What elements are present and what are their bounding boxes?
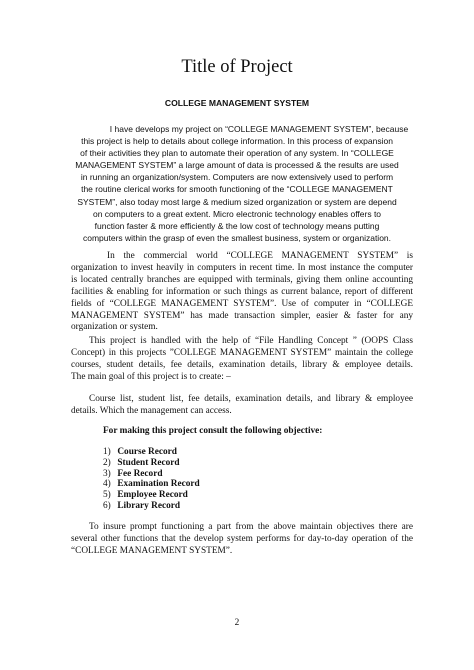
paragraph-line: The main goal of this project is to create: – [71, 371, 231, 382]
paragraph-line: In the commercial world “COLLEGE MANAGEMENT SYSTEM” is [107, 251, 413, 261]
page-title: Title of Project [181, 57, 293, 77]
paragraph-line: several other functions that the develop system performs for day-to-day operation of the [71, 533, 413, 544]
paragraph-line: fields of “COLLEGE MANAGEMENT SYSTEM”. Use of computer in “COLLEGE [71, 298, 413, 309]
paragraph-line: details. Which the management can access. [71, 405, 232, 416]
paragraph-line: “COLLEGE MANAGEMENT SYSTEM”. [71, 545, 233, 556]
paragraph-line: MANAGEMENT SYSTEM” a large amount of data is processed & the results are used [75, 160, 399, 171]
list-item: 4) Examination Record [103, 479, 200, 490]
objective-list [103, 447, 200, 512]
paragraph-line: MANAGEMENT SYSTEM” has made transaction simpler, easier & faster for any [71, 310, 413, 321]
paragraph-line: Course list, student list, fee details, examination details, and library & employee [89, 394, 413, 404]
commercial-world-paragraph [71, 251, 413, 334]
file-handling-paragraph [71, 336, 413, 384]
paragraph-line: on computers to a great extent. Micro electronic technology enables offers to [92, 208, 382, 219]
paragraph-line: this project is help to details about college information. In this process of expansion [81, 136, 393, 147]
objective-heading: For making this project consult the following objective: [103, 426, 323, 436]
paragraph-line: organization to invest heavily in computers in recent time. In most instance the computer [71, 262, 413, 273]
list-item: 3) Fee Record [103, 468, 163, 479]
intro-paragraph [62, 123, 412, 244]
course-list-paragraph [71, 394, 413, 418]
paragraph-line: function faster & more efficiently & the low cost of technology means putting [94, 220, 380, 231]
paragraph-line: in running an organization/system. Computers are now extensively used to perform [80, 172, 394, 183]
list-item: 6) Library Record [103, 500, 181, 511]
paragraph-line: of their activities they plan to automate their operation of any system. In “COLLEGE [80, 148, 394, 159]
list-item: 1) Course Record [103, 447, 177, 457]
paragraph-line: SYSTEM”, also today most large & medium sized organization or system are depend [77, 196, 397, 207]
paragraph-line: the routine clerical works for smooth functioning of the “COLLEGE MANAGEMENT [81, 184, 393, 195]
paragraph-line: is located centrally branches are equipped with terminals, giving them online accounting [71, 274, 413, 285]
paragraph-line: I have develops my project on “COLLEGE MANAGEMENT SYSTEM”, because [109, 124, 409, 134]
paragraph-line: organization or system. [71, 322, 158, 333]
paragraph-line: courses, student details, fee details, examination details, library & employee details. [71, 359, 413, 370]
paragraph-line: facilities & enabling for information or such things as current balance, report of different [71, 286, 413, 297]
list-item: 2) Student Record [103, 457, 180, 468]
paragraph-line: To insure prompt functioning a part from the above maintain objectives there are [89, 522, 413, 532]
closing-paragraph [71, 522, 413, 558]
list-item: 5) Employee Record [103, 490, 188, 501]
project-subtitle: COLLEGE MANAGEMENT SYSTEM [164, 98, 310, 108]
paragraph-line: This project is handled with the help of “File Handling Concept ” (OOPS Class [89, 336, 413, 346]
paragraph-line: Concept) in this projects ”COLLEGE MANAGEMENT SYSTEM” maintain the college [71, 347, 413, 358]
paragraph-line: computers within the grasp of even the smallest business, system or organization. [82, 232, 392, 243]
page-number: 2 [234, 618, 240, 628]
